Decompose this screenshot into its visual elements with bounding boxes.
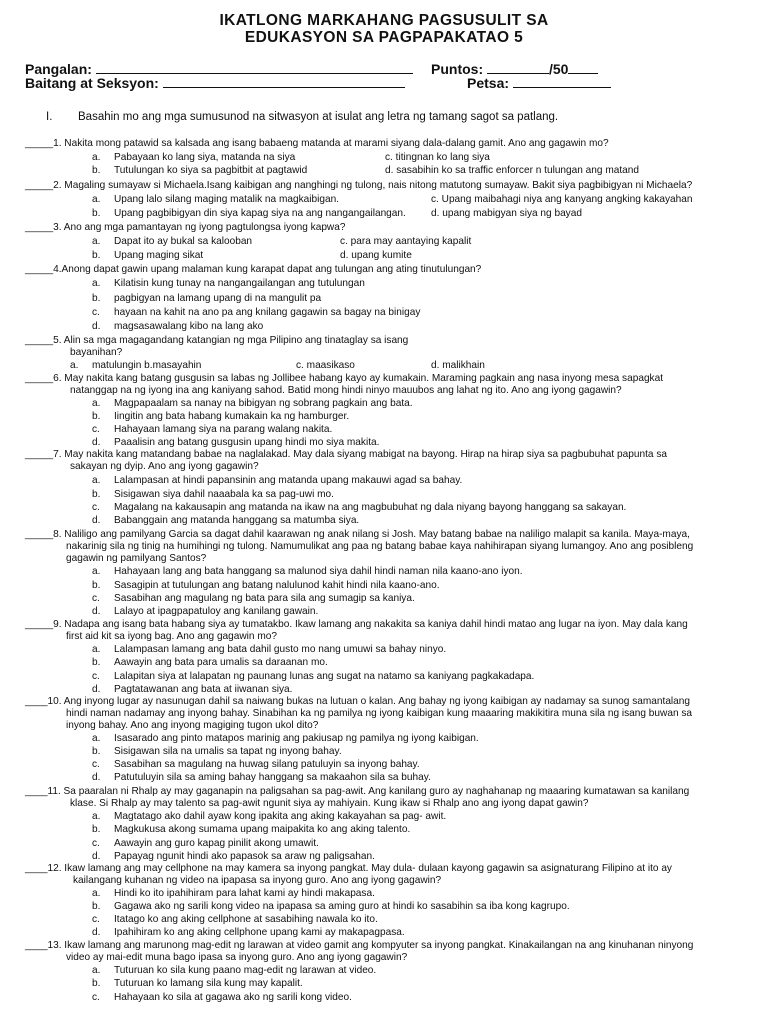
choice-text: Aawayin ang guro kapag pinilit akong umawit.: [114, 838, 319, 849]
choice-3-2: [340, 236, 471, 247]
choice-6-4: [92, 437, 379, 448]
question-text-13: 13. Ikaw lamang ang marunong mag-edit ng larawan at video gamit ang kompyuter sa inyong pangkat. Kinakailangan na ang kinuhanan ninyong: [47, 940, 694, 951]
choice-text: Tuturuan ko sila kung paano mag-edit ng larawan at video.: [114, 965, 377, 976]
question-2: [25, 180, 692, 191]
choice-10-2: [92, 746, 342, 757]
question-text-8-cont: nakarinig sila ng tinig na humihingi ng tulong. Namumulikat ang paa ng batang babae kaya nahihirapan siyang lumangoy. Ano ang posibleng: [66, 541, 694, 552]
choice-11-3: [92, 838, 319, 849]
choice-11-1: [92, 811, 446, 822]
choice-9-4: [92, 684, 292, 695]
choice-letter: a.: [92, 566, 101, 577]
choice-letter: c.: [92, 914, 100, 925]
choice-8-2: [92, 580, 440, 591]
choice-letter: a.: [92, 965, 101, 976]
choice-text: Hahayaan ko sila at gagawa ako ng sarili kong video.: [114, 992, 352, 1003]
question-text-5: 5. Alin sa mga magagandang katangian ng mga Pilipino ang tinataglay sa isang: [53, 335, 409, 346]
instructions-text: Basahin mo ang mga sumusunod na sitwasyon at isulat ang letra ng tamang sagot sa patlang.: [78, 111, 559, 123]
grade-label: Baitang at Seksyon: [25, 75, 155, 91]
choice-text: Lalampasan lamang ang bata dahil gusto mo nang umuwi sa bahay ninyo.: [114, 644, 447, 655]
choice-8-4: [92, 606, 318, 617]
question-13: [25, 940, 693, 951]
date-blank[interactable]: [513, 75, 611, 88]
choice-4-4: [92, 321, 263, 332]
exam-title-line1: IKATLONG MARKAHANG PAGSUSULIT SA: [219, 12, 549, 29]
choice-2-4: [431, 208, 582, 219]
question-1: [25, 138, 609, 149]
choice-text: c. titingnan ko lang siya: [385, 152, 490, 163]
question-text-6: 6. May nakita kang batang gusgusin sa labas ng Jollibee habang kayo ay kumakain. Maraming pagkain ang nasa inyong mesa sapagkat: [53, 373, 664, 384]
choice-10-4: [92, 772, 431, 783]
question-text-9-cont: first aid kit sa iyong bag. Ano ang gagawin mo?: [66, 631, 277, 642]
question-text-2: 2. Magaling sumayaw si Michaela.Isang kaibigan ang nanghingi ng tulong, nais nitong matutong sumayaw. Bakit siya pagbibigyan ni Michaela?: [53, 180, 693, 191]
choice-4-3: [92, 307, 420, 318]
choice-letter: c.: [92, 593, 100, 604]
choice-text: d. malikhain: [431, 360, 485, 371]
choice-6-3: [92, 424, 332, 435]
question-7: [25, 449, 667, 460]
choice-10-1: [92, 733, 479, 744]
choice-1-3: [92, 165, 307, 176]
choice-letter: a.: [92, 811, 101, 822]
choice-letter: d.: [92, 321, 101, 332]
question-text-7: 7. May nakita kang matandang babae na naglalakad. May dala siyang mabigat na bayong. Hirap na hirap siya sa pagbubuhat papunta sa: [53, 449, 667, 460]
choice-text: Sasagipin at tutulungan ang batang nalulunod kahit hindi nila kaano-ano.: [114, 580, 440, 591]
question-text-9: 9. Nadapa ang isang bata habang siya ay tumatakbo. Ikaw lamang ang nakakita sa kaniya dahil hindi matao ang lugar na iyon. May dala kang: [53, 619, 688, 630]
choice-text: Itatago ko ang aking cellphone at sasabihing nawala ko ito.: [114, 914, 378, 925]
question-text-1: 1. Nakita mong patawid sa kalsada ang isang babaeng matanda at marami siyang dala-dalang gamit. Ano ang gagawin mo?: [53, 138, 609, 149]
choice-13-2: [92, 978, 303, 989]
choice-text: Papayag ngunit hindi ako papasok sa araw ng paligsahan.: [114, 851, 375, 862]
choice-letter: a.: [92, 236, 101, 247]
question-text-12-cont: kailangang kuhanan ng video na ipapasa sa inyong guro. Ano ang iyong gagawin?: [73, 875, 442, 886]
question-text-13-cont: video ay mai-edit muna bago ipasa sa inyong guro. Ano ang iyong gagawin?: [66, 952, 408, 963]
answer-blank-2[interactable]: _____: [25, 180, 54, 191]
choice-text: Lalapitan siya at lalapatan ng paunang lunas ang sugat na natamo sa kaniyang pagkakadapa.: [114, 671, 535, 682]
choice-2-1: [92, 194, 339, 205]
question-3: [25, 222, 345, 233]
choice-text: Sasabihan sa magulang na huwag silang patuluyin sa inyong bahay.: [114, 759, 420, 770]
choice-12-3: [92, 914, 378, 925]
choice-text: Gagawa ako ng sarili kong video na ipapasa sa aming guro at hindi ko sasabihin sa iba kong kagrupo.: [114, 901, 570, 912]
question-text-4: 4.Anong dapat gawin upang malaman kung karapat dapat ang tulungan ang ating tinutulungan?: [53, 264, 482, 275]
choice-4-1: [92, 278, 365, 289]
choice-text: matulungin b.masayahin: [92, 360, 202, 371]
choice-13-3: [92, 992, 352, 1003]
choice-text: c. Upang maibahagi niya ang kanyang angking kakayahan: [431, 194, 693, 205]
choice-text: Pabayaan ko lang siya, matanda na siya: [114, 152, 296, 163]
choice-11-4: [92, 851, 375, 862]
choice-text: c. para may aantaying kapalit: [340, 236, 472, 247]
choice-text: d. sasabihin ko sa traffic enforcer n tulungan ang matand: [385, 165, 639, 176]
choice-letter: c.: [92, 992, 100, 1003]
grade-colon: :: [154, 75, 159, 91]
answer-blank-7[interactable]: _____: [25, 449, 54, 460]
choice-letter: c.: [92, 424, 100, 435]
choice-letter: d.: [92, 927, 101, 938]
answer-blank-13[interactable]: ____: [25, 940, 48, 951]
choice-letter: d.: [92, 684, 101, 695]
choice-letter: c.: [92, 838, 100, 849]
choice-10-3: [92, 759, 420, 770]
choice-letter: b.: [92, 657, 101, 668]
choice-text: d. upang mabigyan siya ng bayad: [431, 208, 582, 219]
choice-text: c. maasikaso: [296, 360, 355, 371]
question-text-10-cont: hindi naman nadamay ang inyong bahay. Sinabihan ka ng pamilya ng iyong kaibigan kung maaaring makikitira muna sila ng isang buwan sa: [66, 708, 693, 719]
choice-text: Upang lalo silang maging matalik na magkaibigan.: [114, 194, 339, 205]
choice-9-2: [92, 657, 328, 668]
question-10: [25, 696, 690, 707]
choice-letter: d.: [92, 772, 101, 783]
choice-4-2: [92, 293, 321, 304]
choice-letter: a.: [70, 360, 79, 371]
choice-text: Lalampasan at hindi papansinin ang matanda upang makauwi agad sa bahay.: [114, 475, 463, 486]
answer-blank-4[interactable]: _____: [25, 264, 54, 275]
choice-text: Kilatisin kung tunay na nangangailangan ang tutulungan: [114, 278, 365, 289]
choice-letter: b.: [92, 293, 101, 304]
choice-text: pagbigyan na lamang upang di na mangulit pa: [114, 293, 322, 304]
choice-text: Hindi ko ito ipahihiram para lahat kami ay hindi makapasa.: [114, 888, 375, 899]
choice-letter: b.: [92, 411, 101, 422]
question-text-11: 11. Sa paaralan ni Rhalp ay may gaganapin na paligsahan sa pag-awit. Ang kanilang guro ay naghahanap ng maaaring kumatawan sa kanilang: [47, 786, 690, 797]
choice-12-4: [92, 927, 405, 938]
choice-2-3: [92, 208, 406, 219]
answer-blank-12[interactable]: ____: [25, 863, 48, 874]
choice-text: Upang pagbibigyan din siya kapag siya na ang nangangailangan.: [114, 208, 406, 219]
question-5: [25, 335, 408, 346]
instructions: [46, 111, 558, 123]
choice-text: Patutuluyin sila sa aming bahay hanggang sa makaahon sila sa buhay.: [114, 772, 431, 783]
choice-2-2: [431, 194, 693, 205]
choice-text: Pagtatawanan ang bata at iiwanan siya.: [114, 684, 293, 695]
choice-letter: d.: [92, 851, 101, 862]
choice-letter: a.: [92, 733, 101, 744]
choice-text: Magpapaalam sa nanay na bibigyan ng sobrang pagkain ang bata.: [114, 398, 413, 409]
choice-5-1: [70, 360, 201, 371]
choice-text: Sisigawan sila na umalis sa tapat ng inyong bahay.: [114, 746, 342, 757]
answer-blank-5[interactable]: _____: [25, 335, 54, 346]
answer-blank-8[interactable]: _____: [25, 529, 54, 540]
choice-text: Iingitin ang bata habang kumakain ka ng hamburger.: [114, 411, 350, 422]
answer-blank-6[interactable]: _____: [25, 373, 54, 384]
choice-text: Magkukusa akong sumama upang maipakita ko ang aking talento.: [114, 824, 411, 835]
question-text-12: 12. Ikaw lamang ang may cellphone na may kamera sa inyong pangkat. May dula- dulaan kayong gagawin sa asignaturang Filipino at ito ay: [47, 863, 672, 874]
choice-text: Magtatago ako dahil ayaw kong ipakita ang aking kakayahan sa pag- awit.: [114, 811, 447, 822]
grade-section-field: [25, 75, 405, 91]
choice-6-2: [92, 411, 349, 422]
choice-text: d. upang kumite: [340, 250, 412, 261]
choice-7-1: [92, 475, 462, 486]
choice-7-2: [92, 489, 334, 500]
answer-blank-9[interactable]: _____: [25, 619, 54, 630]
choice-text: Dapat ito ay bukal sa kalooban: [114, 236, 253, 247]
choice-letter: c.: [92, 307, 100, 318]
answer-blank-3[interactable]: _____: [25, 222, 54, 233]
choice-letter: a.: [92, 475, 101, 486]
choice-3-1: [92, 236, 252, 247]
choice-letter: a.: [92, 152, 101, 163]
choice-letter: d.: [92, 437, 101, 448]
choice-letter: a.: [92, 194, 101, 205]
choice-text: Hahayaan lang ang bata hanggang sa malunod siya dahil hindi naman nila kaano-ano iyon.: [114, 566, 523, 577]
choice-7-3: [92, 502, 626, 513]
question-text-11-cont: klase. Si Rhalp ay may talento sa pag-awit ngunit siya ay mahiyain. Kung ikaw si Rhalp ano ang iyong dapat gawin?: [70, 798, 589, 809]
score-total-underline: [568, 61, 598, 74]
choice-letter: b.: [92, 746, 101, 757]
question-4: [25, 264, 481, 275]
choice-letter: b.: [92, 580, 101, 591]
name-label: Pangalan:: [25, 61, 92, 77]
choice-text: Aawayin ang bata para umalis sa daraanan mo.: [114, 657, 328, 668]
score-blank[interactable]: [487, 61, 549, 74]
choice-letter: c.: [92, 671, 100, 682]
choice-8-1: [92, 566, 523, 577]
choice-text: magsasawalang kibo na lang ako: [114, 321, 264, 332]
question-text-3: 3. Ano ang mga pamantayan ng iyong pagtulongsa iyong kapwa?: [53, 222, 346, 233]
choice-text: Tuturuan ko lamang sila kung may kapalit.: [114, 978, 303, 989]
answer-blank-10[interactable]: ____: [25, 696, 48, 707]
answer-blank-11[interactable]: ____: [25, 786, 48, 797]
choice-letter: b.: [92, 250, 101, 261]
choice-6-1: [92, 398, 413, 409]
choice-text: Upang maging sikat: [114, 250, 204, 261]
choice-text: Ipahihiram ko ang aking cellphone upang kami ay makapagpasa.: [114, 927, 405, 938]
choice-9-3: [92, 671, 534, 682]
answer-blank-1[interactable]: _____: [25, 138, 54, 149]
choice-letter: b.: [92, 489, 101, 500]
date-label: Petsa:: [467, 75, 510, 91]
question-text-6-cont: natanggap na ng iyong ina ang kaniyang sahod. Batid mong hindi ninyo mauubos ang lahat ng ito. Ano ang iyong gagawin?: [70, 385, 622, 396]
choice-text: hayaan na kahit na ano pa ang knilang gagawin sa bagay na binigay: [114, 307, 421, 318]
choice-text: Magalang na kakausapin ang matanda na ikaw na ang magbubuhat ng dala niyang bayong hanggang sa sakayan.: [114, 502, 627, 513]
question-text-8: 8. Naliligo ang pamilyang Garcia sa dagat dahil kaarawan ng anak nilang si Josh. May batang babae na naliligo malapit sa kanila. Maya-maya,: [53, 529, 690, 540]
choice-1-2: [385, 152, 490, 163]
question-8: [25, 529, 690, 540]
choice-letter: d.: [92, 515, 101, 526]
question-6: [25, 373, 663, 384]
choice-text: Paaalisin ang batang gusgusin upang hindi mo siya makita.: [114, 437, 380, 448]
choice-letter: b.: [92, 978, 101, 989]
choice-text: Hahayaan lamang siya na parang walang nakita.: [114, 424, 333, 435]
name-blank[interactable]: [96, 61, 413, 74]
choice-5-3: [431, 360, 485, 371]
choice-letter: c.: [92, 502, 100, 513]
score-total: /50: [549, 61, 569, 77]
choice-letter: d.: [92, 606, 101, 617]
question-9: [25, 619, 688, 630]
question-text-10: 10. Ang inyong lugar ay nasunugan dahil sa naiwang bukas na lutuan o kalan. Ang bahay ng iyong kaibigan ay nadamay sa sunog samantalang: [47, 696, 691, 707]
choice-letter: a.: [92, 888, 101, 899]
question-11: [25, 786, 689, 797]
choice-8-3: [92, 593, 415, 604]
choice-7-4: [92, 515, 359, 526]
choice-12-1: [92, 888, 375, 899]
choice-letter: a.: [92, 278, 101, 289]
choice-text: Babanggain ang matanda hanggang sa matumba siya.: [114, 515, 360, 526]
choice-text: Sasabihan ang magulang ng bata para sila ang sumagip sa kaniya.: [114, 593, 415, 604]
choice-3-4: [340, 250, 412, 261]
choice-1-1: [92, 152, 295, 163]
choice-letter: b.: [92, 208, 101, 219]
choice-1-4: [385, 165, 639, 176]
choice-text: Sisigawan siya dahil naaabala ka sa pag-uwi mo.: [114, 489, 334, 500]
choice-text: Isasarado ang pinto matapos marinig ang pakiusap ng pamilya ng iyong kaibigan.: [114, 733, 479, 744]
choice-letter: c.: [92, 759, 100, 770]
choice-9-1: [92, 644, 446, 655]
choice-5-2: [296, 360, 355, 371]
choice-letter: a.: [92, 644, 101, 655]
date-field: [467, 75, 611, 91]
question-text-7-cont: sakayan ng dyip. Ano ang iyong gagawin?: [70, 461, 259, 472]
grade-section-blank[interactable]: [163, 75, 405, 88]
choice-letter: b.: [92, 165, 101, 176]
score-label: Puntos:: [431, 61, 484, 77]
section-number: I.: [46, 111, 53, 123]
choice-3-3: [92, 250, 203, 261]
question-text-10-cont: inyong bahay. Ano ang inyong magiging tugon ukol dito?: [66, 720, 319, 731]
choice-11-2: [92, 824, 410, 835]
choice-letter: b.: [92, 824, 101, 835]
question-text-8-cont: gagawin ng pamilyang Santos?: [66, 553, 207, 564]
choice-letter: a.: [92, 398, 101, 409]
choice-text: Tutulungan ko siya sa pagbitbit at pagtawid: [114, 165, 308, 176]
question-12: [25, 863, 672, 874]
question-text-5-cont: bayanihan?: [70, 347, 123, 358]
choice-letter: b.: [92, 901, 101, 912]
choice-13-1: [92, 965, 376, 976]
choice-12-2: [92, 901, 570, 912]
exam-title-line2: EDUKASYON SA PAGPAPAKATAO 5: [244, 29, 524, 46]
choice-text: Lalayo at ipagpapatuloy ang kanilang gawain.: [114, 606, 319, 617]
